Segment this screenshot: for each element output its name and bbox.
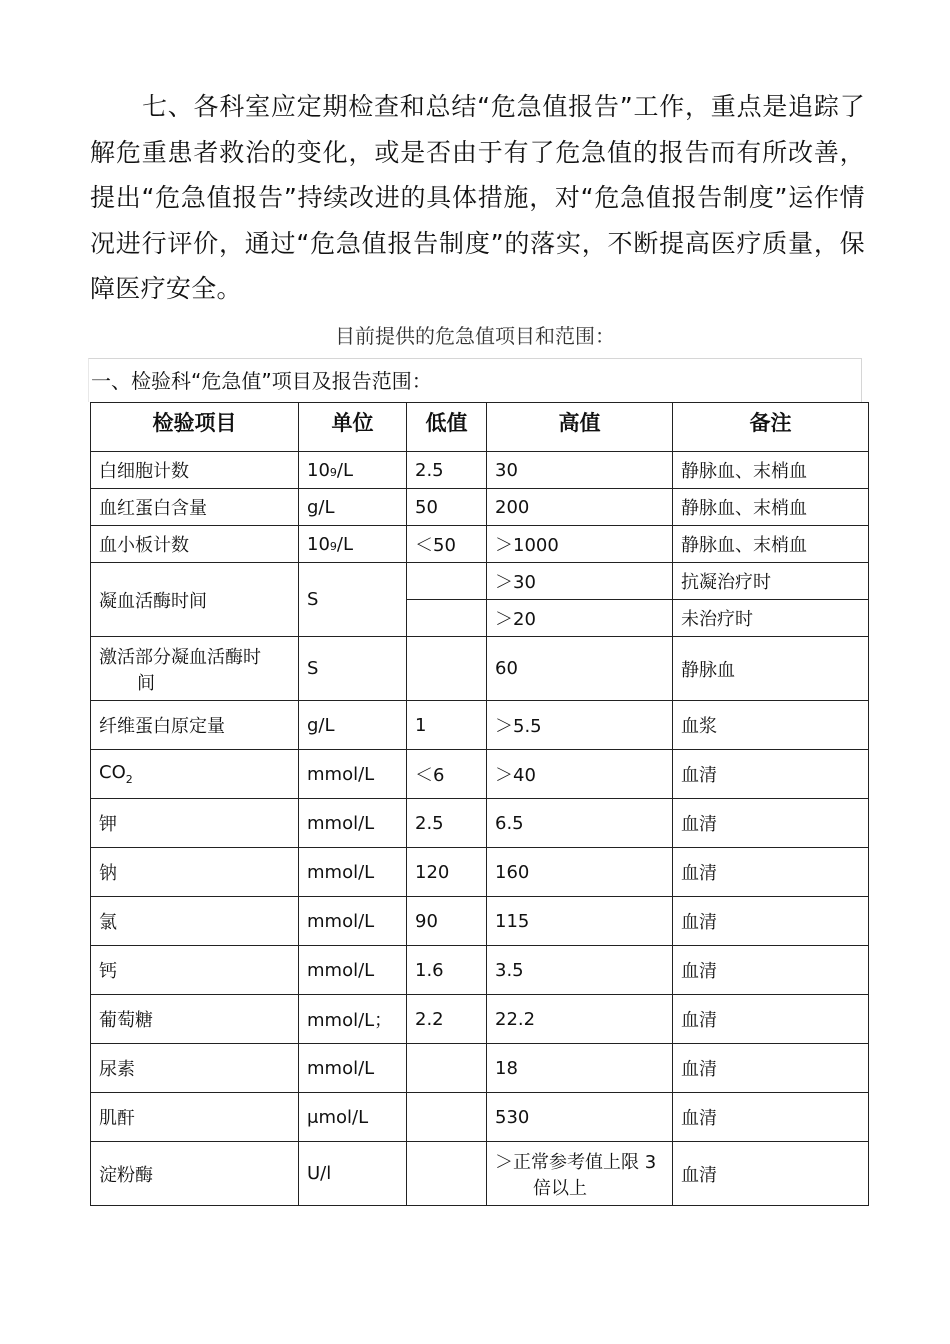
item-line-1: 激活部分凝血活酶时 [99,646,261,668]
cell-note: 静脉血、末梢血 [673,452,869,489]
cell-item [91,637,299,701]
cell-unit: mmol/L [299,750,407,799]
cell-item: 淀粉酶 [91,1142,299,1206]
cell-unit: mmol/L [299,946,407,995]
cell-note: 血清 [673,1044,869,1093]
header-item: 检验项目 [91,403,299,452]
cell-low: 50 [407,489,487,526]
header-note: 备注 [673,403,869,452]
cell-note: 血清 [673,1142,869,1206]
cell-note: 抗凝治疗时 [673,563,869,600]
critical-value-table [90,402,869,1206]
cell-note: 静脉血、末梢血 [673,526,869,563]
cell-item: 氯 [91,897,299,946]
item-base: CO [99,762,126,783]
cell-unit: U/l [299,1142,407,1206]
cell-high: 530 [487,1093,673,1142]
cell-low: 90 [407,897,487,946]
table-row [91,637,869,701]
body-paragraph: 七、各科室应定期检查和总结“危急值报告”工作，重点是追踪了解危重患者救治的变化，或是否由于有了危急值的报告而有所改善，提出“危急值报告”持续改进的具体措施，对“危急值报告制度”运作情况进行评价，通过“危急值报告制度”的落实，不断提高医疗质量，保障医疗安全。 [90,92,865,303]
table-row [91,1044,869,1093]
cell-unit: g/L [299,701,407,750]
cell-high: ＞20 [487,600,673,637]
unit-exponent: 9 [329,465,337,479]
cell-unit: mmol/L [299,799,407,848]
header-unit: 单位 [299,403,407,452]
cell-high: 200 [487,489,673,526]
section-heading: 一、检验科“危急值”项目及报告范围： [88,358,862,402]
unit-rest: /L [336,459,353,481]
table-row [91,452,869,489]
table-row [91,750,869,799]
cell-high: 22.2 [487,995,673,1044]
cell-high: 60 [487,637,673,701]
cell-low [407,600,487,637]
cell-note: 血清 [673,995,869,1044]
unit-exponent: 9 [329,539,337,553]
cell-note: 未治疗时 [673,600,869,637]
cell-low: 1 [407,701,487,750]
cell-high: 6.5 [487,799,673,848]
cell-high: 115 [487,897,673,946]
cell-item [91,750,299,799]
cell-item: 尿素 [91,1044,299,1093]
cell-low [407,1142,487,1206]
table-row [91,489,869,526]
cell-low: 2.5 [407,452,487,489]
cell-high: 3.5 [487,946,673,995]
cell-low: ＜50 [407,526,487,563]
table-header-row [91,403,869,452]
cell-low: 2.2 [407,995,487,1044]
cell-note: 血浆 [673,701,869,750]
table-row [91,995,869,1044]
cell-low: 1.6 [407,946,487,995]
unit-rest: /L [336,533,353,555]
header-high: 高值 [487,403,673,452]
cell-low [407,563,487,600]
table-row [91,897,869,946]
cell-item: 白细胞计数 [91,452,299,489]
header-low: 低值 [407,403,487,452]
cell-unit: mmol/L [299,1044,407,1093]
cell-high [487,1142,673,1206]
cell-low: ＜6 [407,750,487,799]
cell-note: 静脉血、末梢血 [673,489,869,526]
cell-note: 血清 [673,946,869,995]
cell-item: 血小板计数 [91,526,299,563]
cell-item: 钾 [91,799,299,848]
cell-low [407,637,487,701]
cell-low [407,1044,487,1093]
item-line-2: 间 [137,672,155,694]
cell-low [407,1093,487,1142]
unit-base: 10 [307,459,330,481]
cell-item: 钠 [91,848,299,897]
table-row [91,563,869,600]
cell-high: 30 [487,452,673,489]
cell-low: 2.5 [407,799,487,848]
table-row [91,701,869,750]
unit-base: 10 [307,533,330,555]
cell-unit: μmol/L [299,1093,407,1142]
cell-unit: mmol/L； [299,995,407,1044]
table-row [91,526,869,563]
cell-high: 160 [487,848,673,897]
cell-high: ＞1000 [487,526,673,563]
cell-note: 静脉血 [673,637,869,701]
cell-high: ＞40 [487,750,673,799]
cell-unit [299,452,407,489]
cell-unit: g/L [299,489,407,526]
cell-note: 血清 [673,848,869,897]
cell-item: 纤维蛋白原定量 [91,701,299,750]
cell-high: ＞5.5 [487,701,673,750]
high-line-2: 倍以上 [533,1177,587,1199]
table-row [91,799,869,848]
high-line-1: ＞正常参考值上限 3 [495,1151,657,1173]
cell-high: ＞30 [487,563,673,600]
cell-item: 肌酐 [91,1093,299,1142]
cell-item: 钙 [91,946,299,995]
cell-low: 120 [407,848,487,897]
cell-item: 凝血活酶时间 [91,563,299,637]
cell-unit: mmol/L [299,848,407,897]
cell-unit: mmol/L [299,897,407,946]
table-row [91,946,869,995]
cell-note: 血清 [673,1093,869,1142]
table-row [91,848,869,897]
cell-note: 血清 [673,750,869,799]
cell-item: 葡萄糖 [91,995,299,1044]
cell-unit: S [299,563,407,637]
table-row [91,1142,869,1206]
table-row [91,1093,869,1142]
cell-high: 18 [487,1044,673,1093]
item-subscript: 2 [125,773,133,786]
cell-note: 血清 [673,897,869,946]
cell-item: 血红蛋白含量 [91,489,299,526]
cell-unit: S [299,637,407,701]
cell-note: 血清 [673,799,869,848]
list-subtitle: 目前提供的危急值项目和范围： [335,324,615,348]
cell-unit [299,526,407,563]
